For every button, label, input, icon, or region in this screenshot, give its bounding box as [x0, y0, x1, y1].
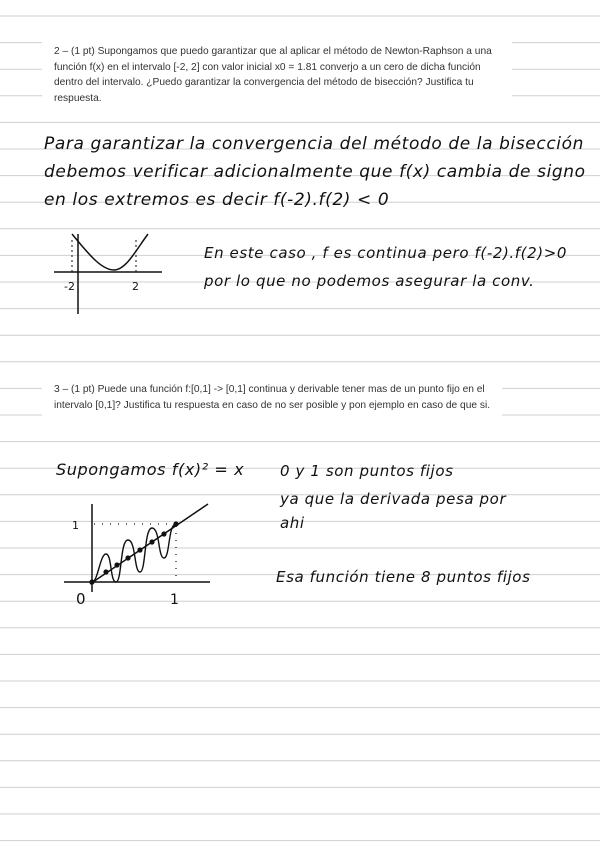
q2-answer-line-3: en los extremos es decir f(-2).f(2) < 0 [44, 190, 390, 210]
question-2-prompt: 2 – (1 pt) Supongamos que puedo garantizar que al aplicar el método de Newton-Raphson a una función f(x) en el intervalo [-2, 2] con valor inicial x0 = 1.81 converjo a un cero de dicha función dentro del intervalo. ¿Puedo garantizar la convergencia del método de bisección? Justifica tu respuesta. [42, 40, 512, 114]
q2-note-line-2: por lo que no podemos asegurar la conv. [204, 272, 535, 290]
q3-final-note: Esa función tiene 8 puntos fijos [276, 568, 531, 586]
curve [72, 234, 148, 270]
y-tick-label: 1 [72, 519, 79, 532]
q2-note-line-1: En este caso , f es continua pero f(-2).f(2)>0 [204, 244, 568, 262]
q2-answer-line-1: Para garantizar la convergencia del método de la bisección [44, 134, 584, 154]
q2-function-sketch [50, 226, 170, 318]
q3-note-2: ya que la derivada pesa por [280, 490, 507, 508]
q3-note-3: ahi [280, 514, 305, 532]
q2-answer-line-2: debemos verificar adicionalmente que f(x) cambia de signo [44, 162, 586, 182]
q3-heading: Supongamos f(x)² = x [56, 460, 245, 479]
origin-label: 0 [76, 590, 86, 608]
q3-note-1: 0 y 1 son puntos fijos [280, 462, 454, 480]
question-3-prompt: 3 – (1 pt) Puede una función f:[0,1] -> [0,1] continua y derivable tener mas de un punto fijo en el intervalo [0,1]? Justifica tu respuesta en caso de no ser posible y pon ejemplo en caso de que si. [42, 372, 502, 430]
q3-fixed-point-graph [60, 496, 216, 610]
right-tick-label: 2 [132, 280, 139, 293]
left-tick-label: -2 [64, 280, 75, 293]
x-tick-label: 1 [170, 592, 179, 608]
